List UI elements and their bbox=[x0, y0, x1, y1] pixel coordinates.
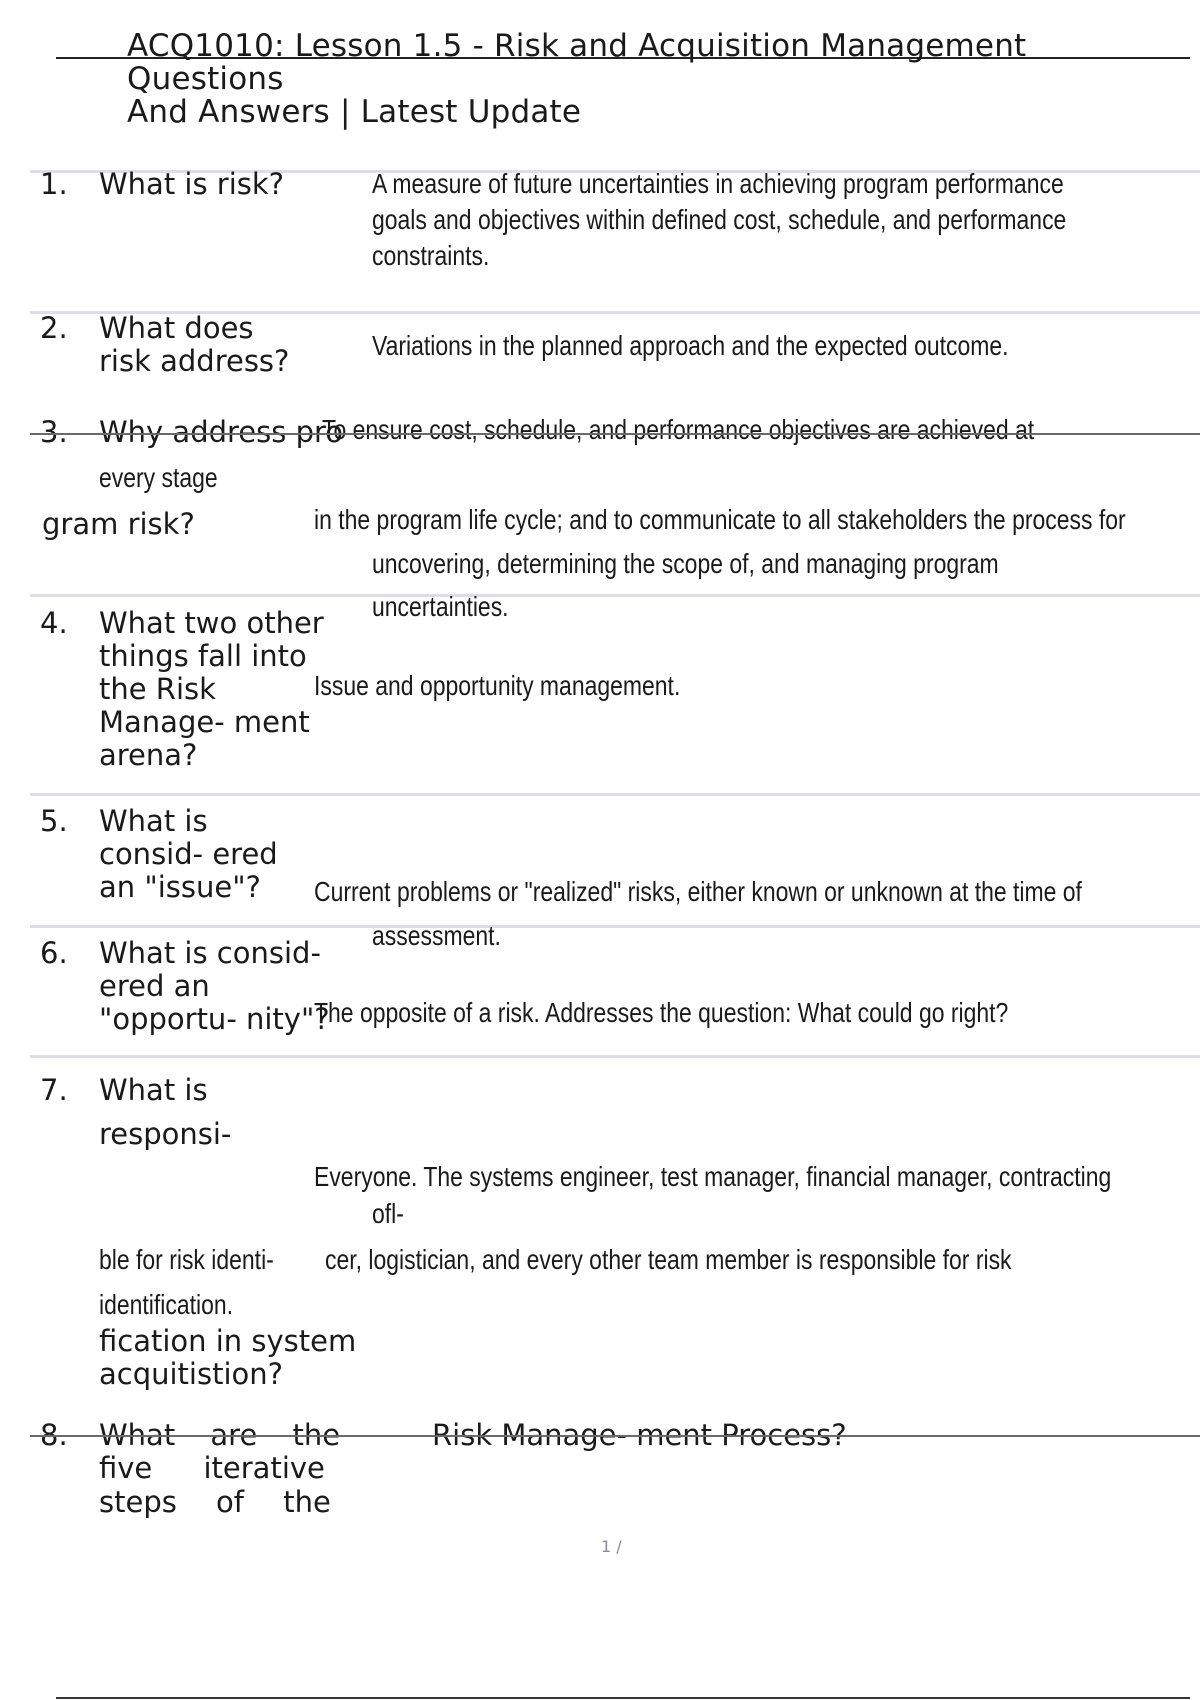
answer-text: cer, logistician, and every other team member is responsible for risk bbox=[325, 1244, 1012, 1275]
question-number: 4. bbox=[40, 606, 68, 640]
row-divider bbox=[30, 1055, 1200, 1058]
answer-text: in the program life cycle; and to communicate to all stakeholders the process for bbox=[314, 504, 1126, 535]
question-text: ered an bbox=[99, 969, 210, 1003]
answer-text: identification. bbox=[99, 1289, 234, 1320]
question-number: 7. bbox=[40, 1073, 68, 1107]
answer-text: ofl- bbox=[372, 1198, 404, 1229]
question-text: arena? bbox=[99, 738, 198, 772]
answer-text: Issue and opportunity management. bbox=[314, 670, 681, 701]
question-text: an "issue"? bbox=[99, 870, 261, 904]
question-text: ble for risk identi- bbox=[99, 1244, 274, 1275]
question-text: acquitistion? bbox=[99, 1357, 284, 1391]
question-text: What is bbox=[99, 1073, 208, 1107]
question-text: things fall into bbox=[99, 639, 307, 673]
answer-text: uncertainties. bbox=[372, 591, 509, 622]
row-divider bbox=[30, 793, 1200, 796]
question-text: fication in system bbox=[99, 1324, 357, 1358]
question-text: What is risk? bbox=[99, 167, 285, 201]
question-text: gram risk? bbox=[42, 507, 195, 541]
question-number: 8. bbox=[40, 1418, 68, 1452]
question-text: Manage- ment bbox=[99, 705, 310, 739]
row-divider bbox=[30, 925, 1200, 928]
answer-text: A measure of future uncertainties in achieving program performance bbox=[372, 168, 1064, 199]
row-divider bbox=[30, 594, 1200, 597]
document-title bbox=[127, 30, 1187, 129]
answer-text: Risk Manage- ment Process? bbox=[432, 1418, 847, 1452]
question-text: What two other bbox=[99, 606, 324, 640]
question-number: 2. bbox=[40, 311, 68, 345]
document-title-line-1: ACQ1010: Lesson 1.5 - Risk and Acquisition Management Questions bbox=[127, 28, 1027, 97]
answer-text: The opposite of a risk. Addresses the question: What could go right? bbox=[314, 997, 1009, 1028]
question-text: What does bbox=[99, 311, 254, 345]
bottom-rule bbox=[56, 1697, 1190, 1699]
question-text: What are the bbox=[99, 1418, 341, 1452]
question-number: 1. bbox=[40, 167, 68, 201]
question-text: risk address? bbox=[99, 344, 290, 378]
question-number: 3. bbox=[40, 415, 68, 449]
page-number: 1 / bbox=[601, 1537, 622, 1556]
answer-text: uncovering, determining the scope of, and managing program bbox=[372, 548, 999, 579]
question-text: five iterative bbox=[99, 1451, 325, 1485]
row-divider bbox=[30, 1435, 1200, 1437]
answer-text: every stage bbox=[99, 462, 218, 493]
question-text: steps of the bbox=[99, 1485, 331, 1519]
question-text: the Risk bbox=[99, 672, 216, 706]
row-divider bbox=[30, 433, 1200, 435]
question-number: 6. bbox=[40, 936, 68, 970]
answer-text: Variations in the planned approach and the expected outcome. bbox=[372, 330, 1009, 361]
answer-text: To ensure cost, schedule, and performance objectives are achieved at bbox=[322, 414, 1035, 445]
answer-text: constraints. bbox=[372, 240, 490, 271]
answer-text: assessment. bbox=[372, 920, 501, 951]
question-text: "opportu- nity"? bbox=[99, 1002, 330, 1036]
question-text: Why address pro bbox=[99, 415, 344, 449]
answer-text: goals and objectives within defined cost, schedule, and performance bbox=[372, 204, 1067, 235]
answer-text: Everyone. The systems engineer, test manager, financial manager, contracting bbox=[314, 1161, 1112, 1192]
question-text: What is consid- bbox=[99, 936, 321, 970]
question-number: 5. bbox=[40, 804, 68, 838]
document-title-line-2: And Answers | Latest Update bbox=[127, 94, 582, 130]
question-text: What is bbox=[99, 804, 208, 838]
question-text: consid- ered bbox=[99, 837, 278, 871]
question-text: responsi- bbox=[99, 1117, 232, 1151]
answer-text: Current problems or "realized" risks, either known or unknown at the time of bbox=[314, 876, 1082, 907]
